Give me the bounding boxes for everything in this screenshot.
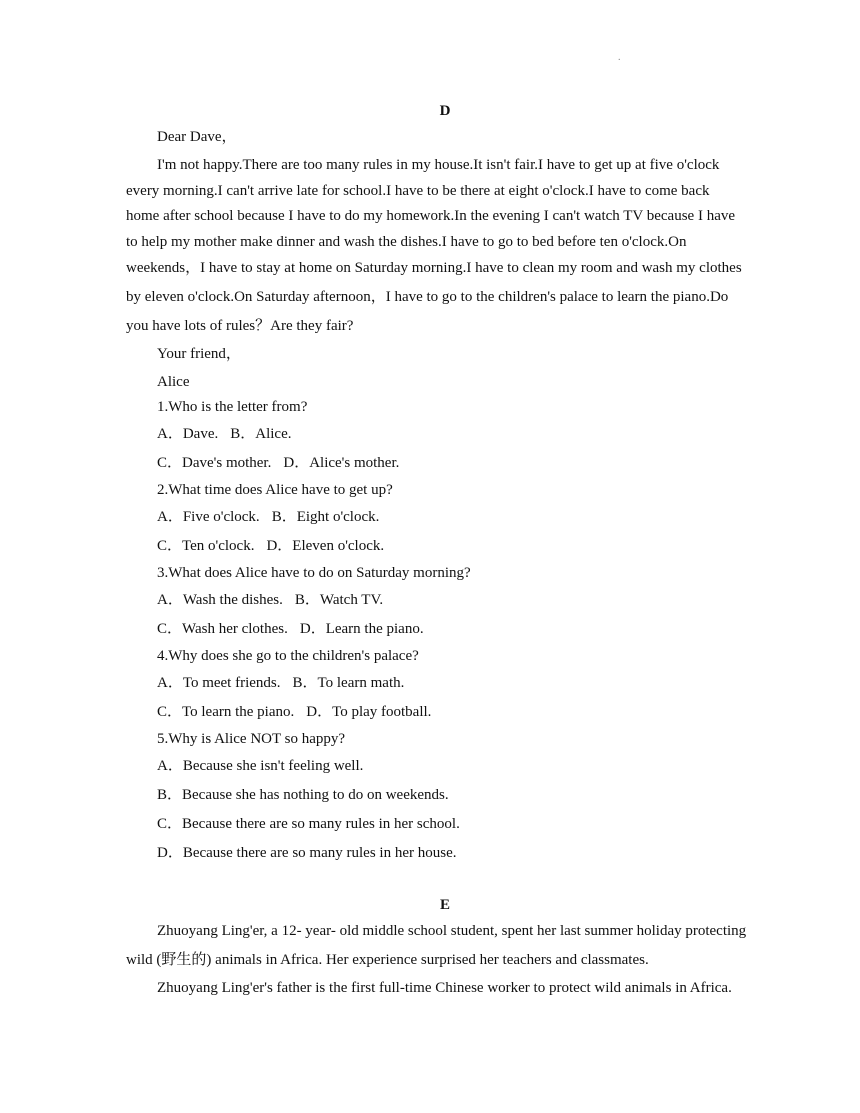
header-mark: . xyxy=(618,52,621,63)
option-b: B．To learn math. xyxy=(292,675,405,691)
section-d-heading: D xyxy=(439,103,451,119)
letter-body-line: home after school because I have to do my homework.In the evening I can't watch TV because I have xyxy=(126,208,736,224)
letter-body-line: you have lots of rules？Are they fair? xyxy=(126,318,354,334)
question-1-options-row-2 xyxy=(157,454,399,472)
question-2-options-row-2 xyxy=(157,537,384,555)
question-3-options-row-2 xyxy=(157,620,424,638)
passage-line: Zhuoyang Ling'er, a 12- year- old middle school student, spent her last summer holiday protecting xyxy=(157,923,747,939)
letter-body-line: every morning.I can't arrive late for school.I have to be there at eight o'clock.I have to come back xyxy=(126,183,710,199)
question-5-option-c: C．Because there are so many rules in her school. xyxy=(157,816,460,832)
option-c: C．Dave's mother. xyxy=(157,455,272,471)
option-a: A．Five o'clock. xyxy=(157,509,260,525)
option-b: B．Watch TV. xyxy=(294,592,384,608)
option-b: B．Eight o'clock. xyxy=(271,509,380,525)
option-a: A．Dave. xyxy=(157,426,219,442)
option-c: C．To learn the piano. xyxy=(157,704,295,720)
question-5-option-b: B．Because she has nothing to do on weekends. xyxy=(157,787,449,803)
question-1: 1.Who is the letter from? xyxy=(157,399,308,415)
passage-line: wild (野生的) animals in Africa. Her experience surprised her teachers and classmates. xyxy=(126,952,649,968)
option-a: A．To meet friends. xyxy=(157,675,281,691)
question-1-options-row-1 xyxy=(157,425,291,443)
letter-body-line: by eleven o'clock.On Saturday afternoon，I have to go to the children's palace to learn the piano.Do xyxy=(126,289,729,305)
letter-closing: Your friend， xyxy=(157,346,241,362)
letter-body-line: to help my mother make dinner and wash the dishes.I have to go to bed before ten o'clock.On xyxy=(126,234,687,250)
option-a: A．Wash the dishes. xyxy=(157,592,283,608)
letter-body-line: weekends，I have to stay at home on Saturday morning.I have to clean my room and wash my clothes xyxy=(126,260,742,276)
letter-body-line: I'm not happy.There are too many rules in my house.It isn't fair.I have to get up at five o'clock xyxy=(157,157,720,173)
question-5: 5.Why is Alice NOT so happy? xyxy=(157,731,346,747)
option-d: D．Alice's mother. xyxy=(283,455,400,471)
question-4-options-row-1 xyxy=(157,674,404,692)
option-b: B．Alice. xyxy=(230,426,292,442)
question-3: 3.What does Alice have to do on Saturday morning? xyxy=(157,565,471,581)
option-c: C．Wash her clothes. xyxy=(157,621,288,637)
question-4: 4.Why does she go to the children's palace? xyxy=(157,648,419,664)
option-d: D．Eleven o'clock. xyxy=(266,538,385,554)
question-3-options-row-1 xyxy=(157,591,383,609)
section-e-heading: E xyxy=(439,897,450,913)
letter-signature: Alice xyxy=(157,374,190,390)
letter-salutation: Dear Dave， xyxy=(157,129,237,145)
question-5-option-d: D．Because there are so many rules in her house. xyxy=(157,845,457,861)
question-4-options-row-2 xyxy=(157,703,431,721)
option-c: C．Ten o'clock. xyxy=(157,538,255,554)
question-2-options-row-1 xyxy=(157,508,379,526)
question-5-option-a: A．Because she isn't feeling well. xyxy=(157,758,364,774)
option-d: D．To play football. xyxy=(306,704,432,720)
question-2: 2.What time does Alice have to get up? xyxy=(157,482,393,498)
passage-line: Zhuoyang Ling'er's father is the first full-time Chinese worker to protect wild animals in Africa. xyxy=(157,980,732,996)
option-d: D．Learn the piano. xyxy=(299,621,424,637)
